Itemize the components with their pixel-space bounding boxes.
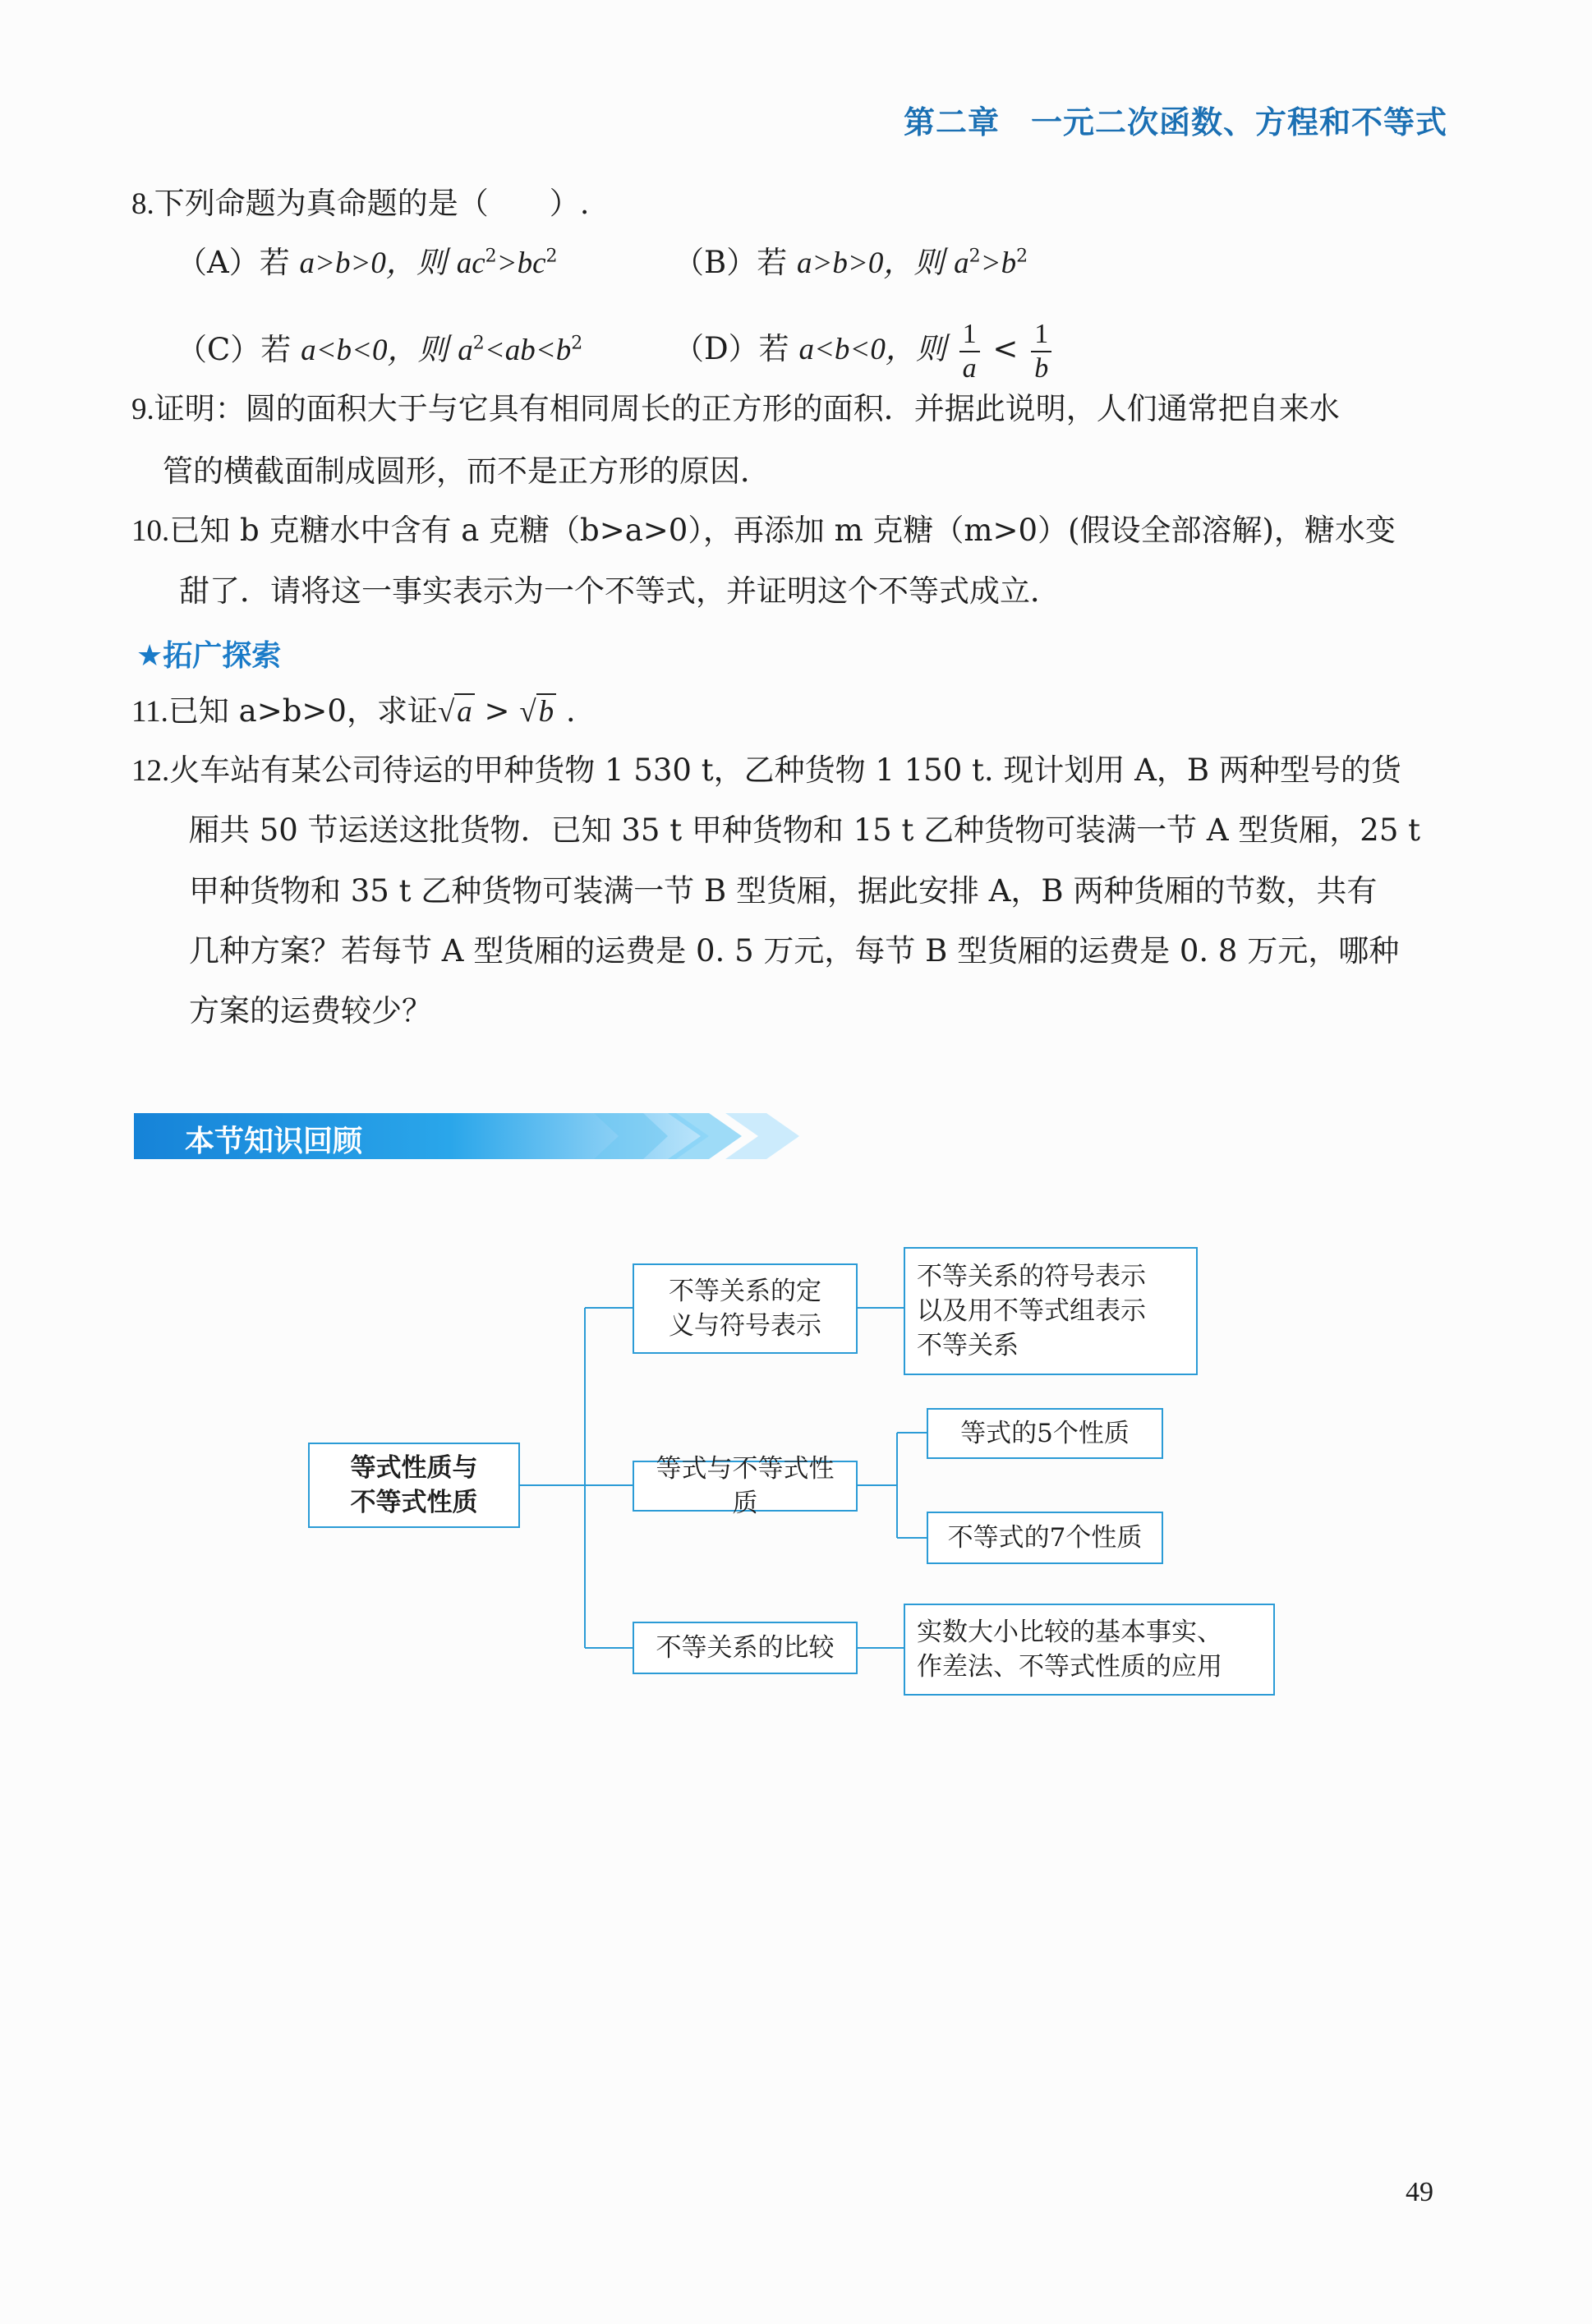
question-12-line-2: 厢共 50 节运送这批货物．已知 35 t 甲种货物和 15 t 乙种货物可装满一节 A 型货厢，25 t (189, 812, 1421, 848)
fraction-1-over-a: $\frac{1}{a}$ (959, 318, 980, 385)
explore-heading: ★拓广探索 (136, 639, 282, 673)
question-8-option-c: （C）若 a<b<0，则 $a^2<ab<b^2$ (177, 332, 583, 367)
page-number: 49 (1406, 2177, 1433, 2207)
chapter-title: 一元二次函数、方程和不等式 (1030, 104, 1447, 140)
mindmap-branch-definition: 不等关系的定 义与符号表示 (633, 1263, 858, 1354)
section-review-title: 本节知识回顾 (185, 1125, 363, 1158)
mindmap-leaf-comparison-methods: 实数大小比较的基本事实、 作差法、不等式性质的应用 (904, 1604, 1275, 1696)
mindmap-leaf-symbol-representation: 不等关系的符号表示 以及用不等式组表示 不等关系 (904, 1247, 1198, 1375)
question-12-line-5: 方案的运费较少？ (189, 993, 432, 1029)
mindmap-root: 等式性质与 不等式性质 (308, 1443, 520, 1528)
mindmap-leaf-inequality-properties: 不等式的7个性质 (927, 1512, 1163, 1564)
question-11: 11.已知 a>b>0，求证√a > √b . (131, 692, 576, 732)
mindmap-branch-comparison: 不等关系的比较 (633, 1622, 858, 1674)
question-10-line-1: 10.已知 b 克糖水中含有 a 克糖（b>a>0），再添加 m 克糖（m>0）(假设全部溶解)，糖水变 (131, 513, 1396, 548)
fraction-1-over-b: $\frac{1}{b}$ (1031, 318, 1051, 385)
question-12-line-3: 甲种货物和 35 t 乙种货物可装满一节 B 型货厢，据此安排 A，B 两种货厢的节数，共有 (189, 873, 1378, 909)
question-12-line-4: 几种方案？若每节 A 型货厢的运费是 0. 5 万元，每节 B 型货厢的运费是 0. 8 万元，哪种 (189, 933, 1400, 969)
sqrt-a: √a (438, 693, 475, 732)
question-8-stem: 8.下列命题为真命题的是（ ）. (131, 186, 590, 221)
question-8-option-d: （D）若 a<b<0，则 $\frac{1}{a}$ < $\frac{1}{b}$ (674, 304, 1055, 395)
question-12-line-1: 12.火车站有某公司待运的甲种货物 1 530 t，乙种货物 1 150 t. 现计划用 A，B 两种型号的货 (131, 752, 1401, 788)
question-8-option-b: （B）若 a>b>0，则 $a^2>b^2$ (674, 245, 1028, 280)
mindmap-branch-properties: 等式与不等式性质 (633, 1461, 858, 1512)
question-8-option-a: （A）若 a>b>0，则 $ac^2>bc^2$ (177, 245, 558, 280)
question-9-line-2: 管的横截面制成圆形，而不是正方形的原因． (163, 453, 771, 489)
sqrt-b: √b (519, 693, 556, 732)
mindmap-leaf-equality-properties: 等式的5个性质 (927, 1408, 1163, 1459)
question-10-line-2: 甜了．请将这一事实表示为一个不等式，并证明这个不等式成立． (179, 573, 1061, 609)
chapter-number: 第二章 (903, 104, 1000, 140)
question-9-line-1: 9.证明：圆的面积大于与它具有相同周长的正方形的面积．并据此说明，人们通常把自来水 (131, 391, 1340, 426)
